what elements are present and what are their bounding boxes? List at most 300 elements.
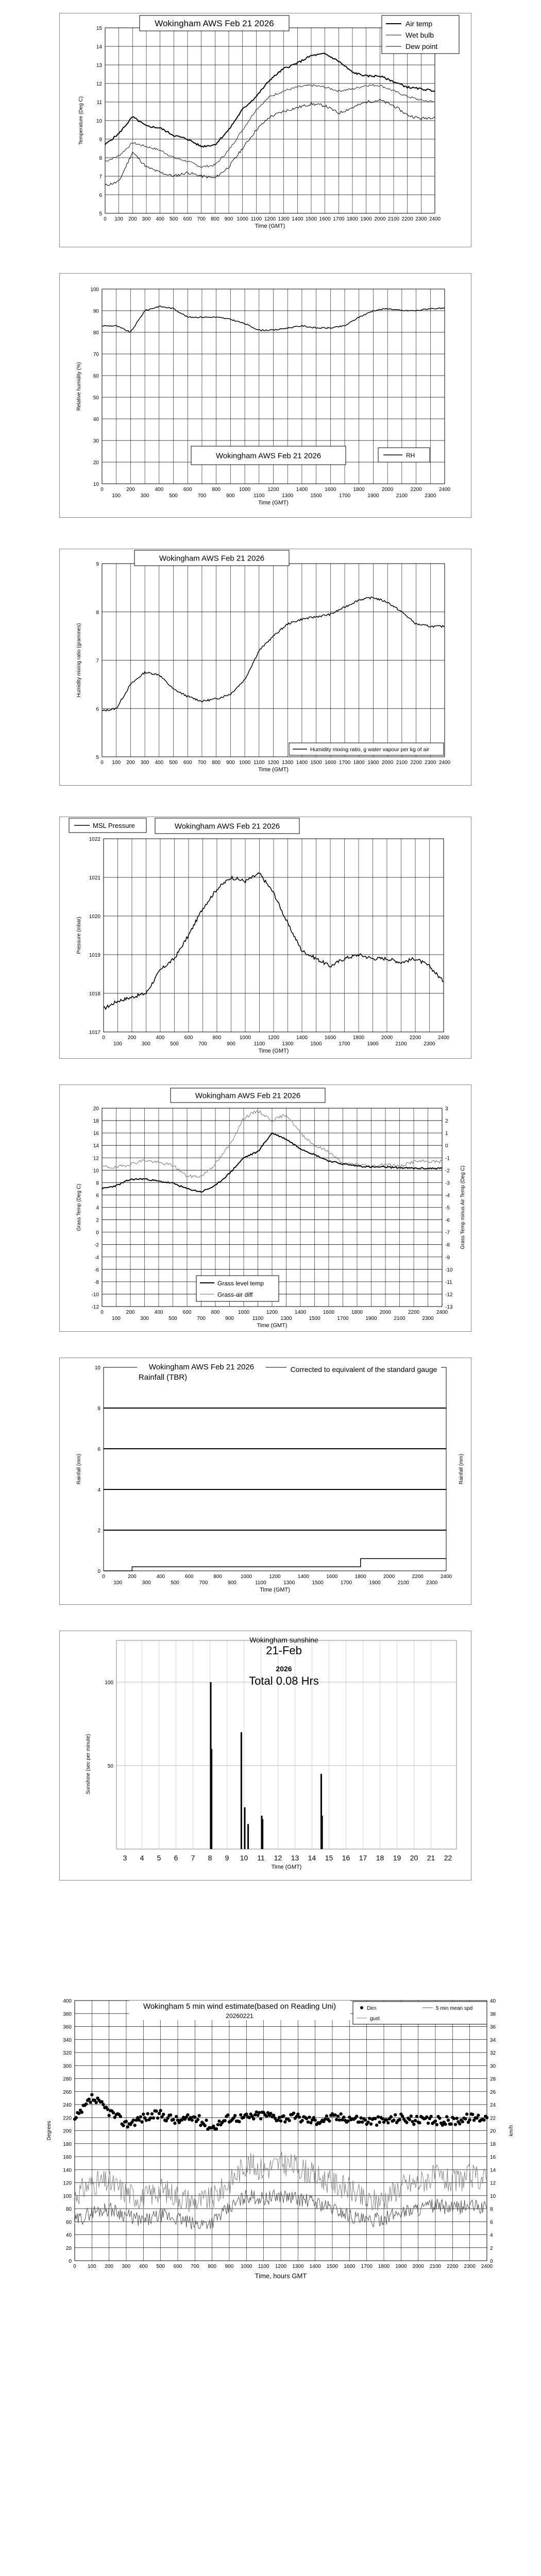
direction-point: [359, 2116, 362, 2120]
x-tick-label: 1300: [292, 2264, 304, 2269]
direction-point: [175, 2115, 178, 2118]
y-tick-label: 10: [94, 1365, 100, 1371]
x-tick-label: 500: [156, 2264, 165, 2269]
y-tick-label: 10: [93, 1168, 99, 1174]
y-tick-label: 5: [99, 211, 102, 217]
x-tick-label: 2300: [422, 1316, 434, 1321]
x-tick-label: 2400: [438, 487, 451, 493]
y-tick-label: -8: [445, 1242, 450, 1248]
chart-year: 2026: [276, 1665, 292, 1673]
x-tick-label: 12: [274, 1854, 282, 1862]
grass-temp-chart: [60, 1085, 471, 1331]
y-tick-label: 6: [97, 1447, 100, 1452]
x-tick-label: 0: [100, 760, 104, 766]
direction-point: [94, 2101, 97, 2104]
x-tick-label: 0: [104, 216, 107, 222]
x-tick-label: 0: [100, 1310, 104, 1315]
y-tick-label: 28: [490, 2076, 496, 2082]
x-tick-label: 300: [140, 493, 149, 499]
x-tick-label: 800: [212, 487, 221, 493]
direction-point: [369, 2122, 373, 2125]
y-axis-label: Degrees: [46, 2121, 52, 2141]
x-axis-label: Time (GMT): [260, 1587, 290, 1593]
x-tick-label: 700: [197, 1316, 206, 1321]
x-tick-label: 1500: [326, 2264, 339, 2269]
chart-total: Total 0.08 Hrs: [249, 1674, 319, 1687]
x-tick-label: 800: [210, 216, 219, 222]
x-tick-label: 1600: [344, 2264, 356, 2269]
x-tick-label: 1900: [367, 493, 379, 499]
x-tick-label: 1000: [240, 1574, 252, 1580]
direction-point: [434, 2120, 437, 2123]
rainfall-chart: [60, 1358, 471, 1604]
y-tick-label: 14: [93, 1143, 99, 1149]
direction-point: [204, 2124, 207, 2127]
y-tick-label: 10: [96, 118, 102, 124]
y-axis-label: Pressure (mbar): [76, 917, 82, 954]
y-tick-label: 1022: [89, 837, 100, 842]
direction-point: [445, 2115, 448, 2118]
direction-point: [292, 2111, 295, 2114]
y-tick-label: -10: [445, 1267, 453, 1273]
x-tick-label: 1400: [296, 487, 308, 493]
x-tick-label: 20: [410, 1854, 418, 1862]
y-axis-label: Sunshine (sec per minute): [86, 1734, 91, 1794]
y-tick-label: 26: [490, 2089, 496, 2095]
x-tick-label: 800: [213, 1574, 223, 1580]
rainfall-chart-panel: [59, 1358, 471, 1605]
x-tick-label: 1800: [346, 216, 359, 222]
x-tick-label: 2300: [415, 216, 427, 222]
x-tick-label: 400: [154, 1310, 163, 1315]
y-axis-label-right: Grass Temp minus Air Temp (Deg C): [460, 1165, 466, 1249]
y-tick-label: 6: [96, 706, 99, 713]
direction-point: [156, 2116, 159, 2120]
x-tick-label: 2400: [437, 1035, 450, 1041]
direction-point: [155, 2109, 158, 2112]
direction-point: [288, 2119, 291, 2122]
direction-point: [265, 2114, 268, 2117]
x-tick-label: 1500: [310, 1041, 322, 1047]
y-tick-label: 60: [65, 2219, 72, 2226]
x-tick-label: 200: [126, 487, 135, 493]
direction-point: [90, 2093, 93, 2096]
x-tick-label: 13: [291, 1854, 299, 1862]
y-tick-label: 8: [490, 2207, 493, 2212]
direction-point: [333, 2113, 336, 2116]
y-tick-label: -7: [445, 1230, 450, 1236]
direction-point: [217, 2120, 221, 2123]
x-tick-label: 1300: [282, 1041, 294, 1047]
y-tick-label: 4: [490, 2232, 493, 2239]
x-tick-label: 1400: [296, 760, 308, 766]
direction-point: [162, 2113, 165, 2116]
x-tick-label: 1200: [269, 1574, 281, 1580]
y-tick-label: 8: [96, 609, 99, 616]
direction-point: [335, 2118, 338, 2121]
direction-point: [89, 2100, 92, 2104]
y-tick-label: 14: [490, 2167, 496, 2174]
y-tick-label: 11: [96, 100, 102, 106]
direction-point: [269, 2112, 272, 2115]
direction-point: [300, 2119, 303, 2122]
direction-point: [468, 2118, 471, 2121]
x-tick-label: 1600: [324, 1035, 336, 1041]
x-tick-label: 0: [102, 1574, 105, 1580]
y-tick-label: -12: [91, 1304, 99, 1310]
direction-point: [142, 2112, 145, 2115]
direction-point: [259, 2117, 262, 2120]
x-tick-label: 600: [183, 216, 192, 222]
y-tick-label: 120: [63, 2180, 72, 2187]
x-tick-label: 400: [139, 2264, 148, 2269]
direction-point: [325, 2114, 328, 2117]
x-axis-label: Time (GMT): [255, 223, 285, 229]
y-tick-label: -3: [445, 1180, 450, 1187]
direction-point: [309, 2121, 312, 2124]
x-tick-label: 1700: [361, 2264, 373, 2269]
x-tick-label: 0: [100, 487, 104, 493]
direction-point: [368, 2117, 371, 2120]
y-tick-label: 8: [97, 1406, 100, 1412]
chart-title: Wokingham AWS Feb 21 2026: [159, 554, 265, 563]
x-tick-label: 500: [169, 493, 178, 499]
direction-point: [401, 2114, 404, 2117]
x-tick-label: 200: [105, 2264, 114, 2269]
direction-point: [366, 2121, 369, 2124]
x-axis-label: Time (GMT): [258, 1048, 289, 1054]
direction-point: [482, 2119, 485, 2122]
x-tick-label: 1900: [360, 216, 372, 222]
x-tick-label: 1600: [323, 1310, 335, 1315]
y-tick-label: 32: [490, 2050, 496, 2056]
x-tick-label: 1500: [305, 216, 317, 222]
direction-point: [133, 2124, 136, 2127]
x-tick-label: 900: [227, 1041, 235, 1047]
x-tick-label: 900: [226, 760, 235, 766]
legend-label: RH: [406, 452, 415, 459]
x-tick-label: 1300: [280, 1316, 292, 1321]
x-tick-label: 200: [127, 1035, 137, 1041]
x-tick-label: 1800: [378, 2264, 390, 2269]
direction-point: [378, 2121, 381, 2124]
direction-point: [233, 2114, 236, 2117]
x-tick-label: 2300: [425, 493, 436, 499]
mixing-ratio-chart-panel: [59, 549, 471, 786]
legend-label: Dew point: [405, 42, 438, 50]
x-tick-label: 800: [211, 1310, 220, 1315]
x-tick-label: 600: [182, 1310, 192, 1315]
x-tick-label: 400: [155, 487, 164, 493]
y-tick-label: 100: [63, 2193, 72, 2199]
x-tick-label: 200: [128, 216, 137, 222]
direction-point: [238, 2120, 241, 2123]
y-tick-label: 50: [93, 395, 99, 401]
y-tick-label: -4: [445, 1193, 450, 1199]
x-tick-label: 1300: [282, 760, 294, 766]
direction-point: [464, 2117, 467, 2120]
direction-point: [199, 2124, 202, 2127]
direction-point: [374, 2117, 377, 2120]
y-tick-label: 15: [96, 26, 102, 31]
y-tick-label: 18: [93, 1118, 99, 1125]
direction-point: [138, 2119, 141, 2122]
sunshine-chart-panel: [59, 1631, 471, 1880]
x-tick-label: 900: [224, 216, 233, 222]
x-tick-label: 800: [208, 2264, 217, 2269]
direction-point: [239, 2113, 242, 2116]
x-tick-label: 100: [114, 216, 124, 222]
y-tick-label: 0: [69, 2259, 72, 2264]
x-tick-label: 800: [212, 760, 221, 766]
y-tick-label: 10: [93, 482, 99, 487]
x-tick-label: 2300: [425, 760, 436, 766]
direction-point: [152, 2116, 155, 2120]
direction-point: [126, 2125, 129, 2128]
x-tick-label: 1700: [337, 1316, 349, 1321]
x-tick-label: 700: [197, 760, 207, 766]
direction-point: [308, 2115, 311, 2119]
y-tick-label: 1020: [89, 914, 100, 920]
direction-point: [385, 2119, 388, 2122]
direction-point: [197, 2114, 200, 2117]
y-tick-label: 40: [93, 417, 99, 422]
x-tick-label: 900: [225, 2264, 234, 2269]
direction-point: [477, 2114, 480, 2117]
x-tick-label: 1200: [267, 1035, 280, 1041]
x-tick-label: 1000: [239, 487, 251, 493]
direction-point: [77, 2112, 80, 2115]
x-tick-label: 300: [122, 2264, 131, 2269]
x-tick-label: 2000: [381, 1035, 393, 1041]
x-tick-label: 2300: [426, 1580, 438, 1586]
direction-point: [298, 2115, 301, 2119]
direction-point: [313, 2119, 316, 2122]
direction-point: [485, 2116, 488, 2119]
direction-point: [394, 2113, 397, 2116]
x-tick-label: 600: [184, 1574, 194, 1580]
legend-label: Wet bulb: [405, 31, 434, 39]
direction-point: [454, 2123, 457, 2126]
y-tick-label: 40: [65, 2232, 72, 2239]
y-tick-label: 20: [490, 2128, 496, 2134]
chart-title: Wokingham AWS Feb 21 2026: [195, 1091, 301, 1100]
direction-point: [410, 2114, 413, 2117]
x-tick-label: 500: [171, 1580, 179, 1586]
y-tick-label: 260: [63, 2089, 72, 2095]
x-tick-label: 2000: [374, 216, 386, 222]
x-tick-label: 1100: [258, 2264, 269, 2269]
x-tick-label: 2100: [394, 1316, 405, 1321]
y-tick-label: 7: [99, 174, 102, 180]
y-tick-label: -5: [445, 1205, 450, 1211]
y-tick-label: 8: [96, 1180, 99, 1187]
x-tick-label: 700: [198, 1041, 207, 1047]
x-tick-label: 1000: [239, 760, 251, 766]
x-tick-label: 2300: [464, 2264, 476, 2269]
x-tick-label: 300: [142, 1580, 151, 1586]
chart-title: Wokingham 5 min wind estimate(based on Reading Uni): [143, 2002, 336, 2011]
direction-point: [252, 2117, 255, 2120]
x-tick-label: 1500: [310, 493, 322, 499]
x-tick-label: 100: [113, 1041, 122, 1047]
x-tick-label: 600: [183, 487, 192, 493]
direction-point: [418, 2121, 421, 2124]
x-tick-label: 100: [112, 760, 121, 766]
y-tick-label: 38: [490, 2011, 496, 2018]
x-tick-label: 21: [427, 1854, 435, 1862]
x-tick-label: 200: [128, 1574, 137, 1580]
y-tick-label: 6: [99, 193, 102, 198]
direction-point: [216, 2123, 219, 2126]
direction-point: [414, 2119, 417, 2122]
x-tick-label: 1100: [250, 216, 262, 222]
direction-point: [346, 2120, 349, 2123]
x-tick-label: 6: [174, 1854, 178, 1862]
direction-point: [296, 2112, 299, 2115]
direction-point: [408, 2118, 411, 2121]
x-tick-label: 2000: [382, 760, 394, 766]
x-tick-label: 19: [393, 1854, 401, 1862]
direction-point: [186, 2113, 189, 2116]
y-tick-label: 90: [93, 309, 99, 314]
sunshine-bar: [241, 1732, 242, 1849]
y-tick-label: 300: [63, 2063, 72, 2070]
legend-label: MSL Pressure: [93, 822, 135, 829]
chart-title: Wokingham sunshine: [249, 1636, 318, 1644]
direction-point: [444, 2123, 447, 2126]
y-tick-label: 0: [490, 2259, 493, 2264]
x-tick-label: 2000: [379, 1310, 392, 1315]
direction-point: [253, 2113, 257, 2116]
direction-point: [122, 2124, 125, 2127]
direction-point: [279, 2119, 282, 2122]
x-tick-label: 2400: [438, 760, 451, 766]
x-tick-label: 1900: [365, 1316, 377, 1321]
y-tick-label: 14: [96, 44, 102, 50]
x-tick-label: 500: [168, 1316, 177, 1321]
x-tick-label: 1100: [253, 760, 265, 766]
x-tick-label: 2200: [408, 1310, 420, 1315]
y-tick-label: 80: [65, 2207, 72, 2212]
direction-point: [150, 2112, 154, 2115]
y-tick-label: 240: [63, 2103, 72, 2108]
y-tick-label: -10: [91, 1292, 99, 1298]
x-tick-label: 9: [225, 1854, 229, 1862]
direction-point: [338, 2119, 341, 2122]
x-tick-label: 200: [126, 1310, 135, 1315]
y-tick-label: 6: [96, 1193, 99, 1199]
x-tick-label: 3: [123, 1854, 127, 1862]
direction-point: [342, 2115, 345, 2119]
y-tick-label: -12: [445, 1292, 453, 1298]
direction-point: [146, 2112, 149, 2115]
direction-point: [377, 2115, 380, 2119]
direction-point: [100, 2100, 104, 2103]
chart-subtitle: 20260221: [226, 2012, 253, 2020]
direction-point: [159, 2109, 162, 2112]
legend-swatch: [360, 2006, 363, 2009]
direction-point: [149, 2116, 152, 2120]
y-tick-label: 30: [93, 438, 99, 444]
x-axis-label: Time, hours GMT: [255, 2272, 307, 2280]
x-tick-label: 400: [156, 1574, 165, 1580]
direction-point: [475, 2116, 478, 2120]
y-tick-label: 30: [490, 2063, 496, 2070]
y-tick-label: 380: [63, 2011, 72, 2018]
direction-point: [305, 2117, 308, 2120]
chart-title: Wokingham AWS Feb 21 2026: [215, 451, 322, 461]
x-tick-label: 1800: [352, 1035, 365, 1041]
x-tick-label: 300: [142, 216, 151, 222]
legend-label: Dirn: [367, 2006, 377, 2011]
direction-point: [447, 2119, 450, 2122]
x-tick-label: 1800: [353, 487, 365, 493]
sunshine-bar: [322, 1816, 323, 1849]
x-tick-label: 1700: [339, 760, 351, 766]
wind-chart-panel: [41, 1996, 526, 2290]
x-tick-label: 500: [169, 760, 178, 766]
x-tick-label: 18: [376, 1854, 384, 1862]
direction-point: [172, 2118, 175, 2121]
x-tick-label: 700: [197, 493, 207, 499]
x-axis-label: Time (GMT): [258, 500, 289, 506]
y-tick-label: 20: [65, 2245, 72, 2251]
x-tick-label: 4: [140, 1854, 144, 1862]
direction-point: [215, 2127, 218, 2130]
x-tick-label: 2100: [397, 1580, 409, 1586]
direction-point: [272, 2114, 275, 2117]
x-tick-label: 2400: [436, 1310, 448, 1315]
direction-point: [355, 2114, 358, 2117]
x-tick-label: 1200: [264, 216, 276, 222]
y-tick-label: 18: [490, 2141, 496, 2147]
direction-point: [119, 2115, 122, 2118]
x-tick-label: 400: [155, 760, 164, 766]
direction-point: [193, 2115, 196, 2119]
direction-point: [429, 2115, 432, 2118]
x-tick-label: 1700: [339, 493, 351, 499]
mixing-ratio-chart: [60, 549, 471, 785]
direction-point: [361, 2121, 364, 2124]
y-tick-label: 13: [96, 63, 102, 69]
direction-point: [415, 2115, 418, 2118]
y-tick-label: 0: [445, 1143, 448, 1149]
direction-point: [106, 2108, 109, 2111]
legend-label: Grass-air diff: [217, 1291, 253, 1298]
y-tick-label: 50: [107, 1764, 113, 1769]
x-tick-label: 1700: [340, 1580, 352, 1586]
direction-point: [386, 2121, 390, 2124]
y-tick-label: 140: [63, 2167, 72, 2174]
y-tick-label: -6: [445, 1217, 450, 1224]
x-axis-label: Time (GMT): [257, 1323, 288, 1329]
x-tick-label: 7: [191, 1854, 195, 1862]
x-tick-label: 1100: [255, 1580, 266, 1586]
direction-point: [449, 2123, 452, 2126]
x-tick-label: 1600: [319, 216, 331, 222]
direction-point: [191, 2119, 194, 2122]
x-axis-label: Time (GMT): [271, 1864, 302, 1870]
y-tick-label: 40: [490, 1998, 496, 2004]
x-tick-label: 5: [157, 1854, 161, 1862]
x-tick-label: 600: [184, 1035, 193, 1041]
y-tick-label: 1019: [89, 953, 100, 958]
chart-title: Wokingham AWS Feb 21 2026: [148, 1363, 255, 1371]
x-tick-label: 2200: [409, 1035, 421, 1041]
direction-point: [102, 2103, 105, 2106]
y-tick-label: 12: [96, 81, 102, 87]
